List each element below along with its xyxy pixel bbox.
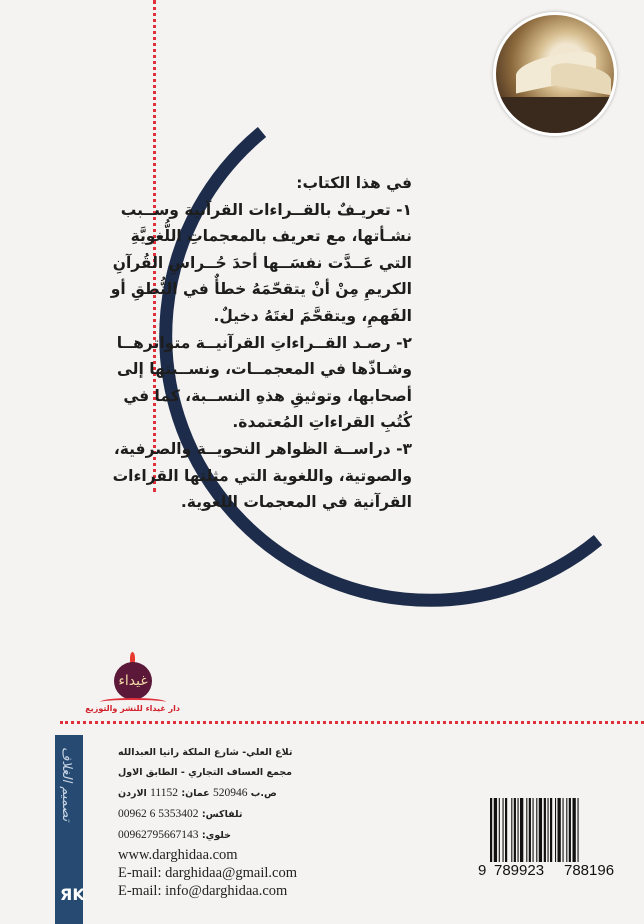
- description-line: التي عَــدَّت نفسَــها أحدَ حُــراسِ القُرآنِ: [112, 253, 412, 272]
- barcode-bar: [494, 798, 497, 862]
- barcode-bar: [569, 798, 571, 862]
- barcode-bar: [578, 798, 579, 862]
- barcode-bar: [536, 798, 537, 862]
- po-box-line: ص.ب 520946 عمان: 11152 الاردن: [118, 787, 277, 799]
- email-link[interactable]: E-mail: info@darghidaa.com: [118, 883, 288, 899]
- publisher-name: دار غيداء للنشر والتوزيع: [85, 704, 180, 713]
- isbn-barcode: [478, 792, 628, 884]
- address-line-2: مجمع العساف التجاري - الطابق الاول: [118, 767, 293, 778]
- isbn-first-digit: 9: [478, 862, 487, 879]
- logo-emblem: غيداء: [114, 662, 152, 700]
- description-line: الكريمِ مِنْ أنْ يتقحّمَهُ خطأٌ في النُّطقِ أو: [110, 280, 412, 299]
- telefax-line: تلفاكس: 00962 6 5353402: [118, 808, 243, 820]
- barcode-bar: [555, 798, 556, 862]
- description-line: أصحابها، وتوثيقِ هذهِ النســبة، كما في: [123, 386, 412, 405]
- barcode-bar: [499, 798, 500, 862]
- book-description: [110, 170, 412, 516]
- description-line: الفَهمِ، ويتقحَّمَ لغتَهُ دخيلٌ.: [213, 306, 412, 325]
- barcode-bar: [544, 798, 546, 862]
- description-line: ٣- دراســة الظواهر النحويــة والصرفية،: [113, 439, 412, 458]
- open-book-photo: [493, 12, 617, 136]
- website-link[interactable]: www.darghidaa.com: [118, 847, 238, 863]
- barcode-bar: [548, 798, 549, 862]
- address-line-1: تلاع العلي- شارع الملكة رانيا العبدالله: [118, 747, 293, 758]
- barcode-bar: [558, 798, 561, 862]
- barcode-bar: [539, 798, 542, 862]
- description-line: ١- تعريـفٌ بالقــراءات القرآنية وســبب: [120, 200, 412, 219]
- barcode-bar: [514, 798, 516, 862]
- barcode-bar: [529, 798, 531, 862]
- barcode-bar: [505, 798, 507, 862]
- barcode-bar: [573, 798, 576, 862]
- barcode-bar: [503, 798, 504, 862]
- barcode-bars: [478, 792, 628, 872]
- dotted-divider-horizontal: [60, 721, 644, 724]
- description-line: القرآنية في المعجمات اللغوية.: [180, 493, 412, 512]
- barcode-bar: [526, 798, 527, 862]
- design-credit-band: [55, 735, 83, 924]
- description-heading: في هذا الكتاب:: [296, 174, 412, 192]
- barcode-bar: [563, 798, 564, 862]
- barcode-bar: [533, 798, 534, 862]
- barcode-bar: [566, 798, 567, 862]
- publisher-contact: [118, 743, 318, 900]
- design-credit-label: تصميم الغلاف: [59, 747, 74, 822]
- description-line: كُتُبِ القراءاتِ المُعتمدة.: [232, 413, 412, 432]
- publisher-logo: [85, 652, 180, 713]
- isbn-group-2: 788196: [564, 862, 615, 879]
- mobile-line: خلوي: 00962795667143: [118, 829, 231, 841]
- email-link[interactable]: E-mail: darghidaa@gmail.com: [118, 865, 297, 881]
- barcode-bar: [511, 798, 512, 862]
- barcode-bar: [518, 798, 519, 862]
- barcode-bar: [520, 798, 523, 862]
- isbn-group-1: 789923: [494, 862, 545, 879]
- designer-mark: ЯK: [60, 885, 85, 904]
- description-line: ٢- رصـد القــراءاتِ القرآنيــة متواترهــا: [116, 333, 412, 352]
- description-line: وشـاذّها في المعجمــات، ونســبتها إلى: [117, 360, 412, 379]
- barcode-bar: [490, 798, 492, 862]
- barcode-bar: [550, 798, 552, 862]
- description-line: والصوتية، واللغوية التي مثلتها القراءات: [112, 466, 412, 485]
- description-line: نشـأتها، مع تعريف بالمعجماتِ اللُّغويَّةِ: [130, 227, 412, 246]
